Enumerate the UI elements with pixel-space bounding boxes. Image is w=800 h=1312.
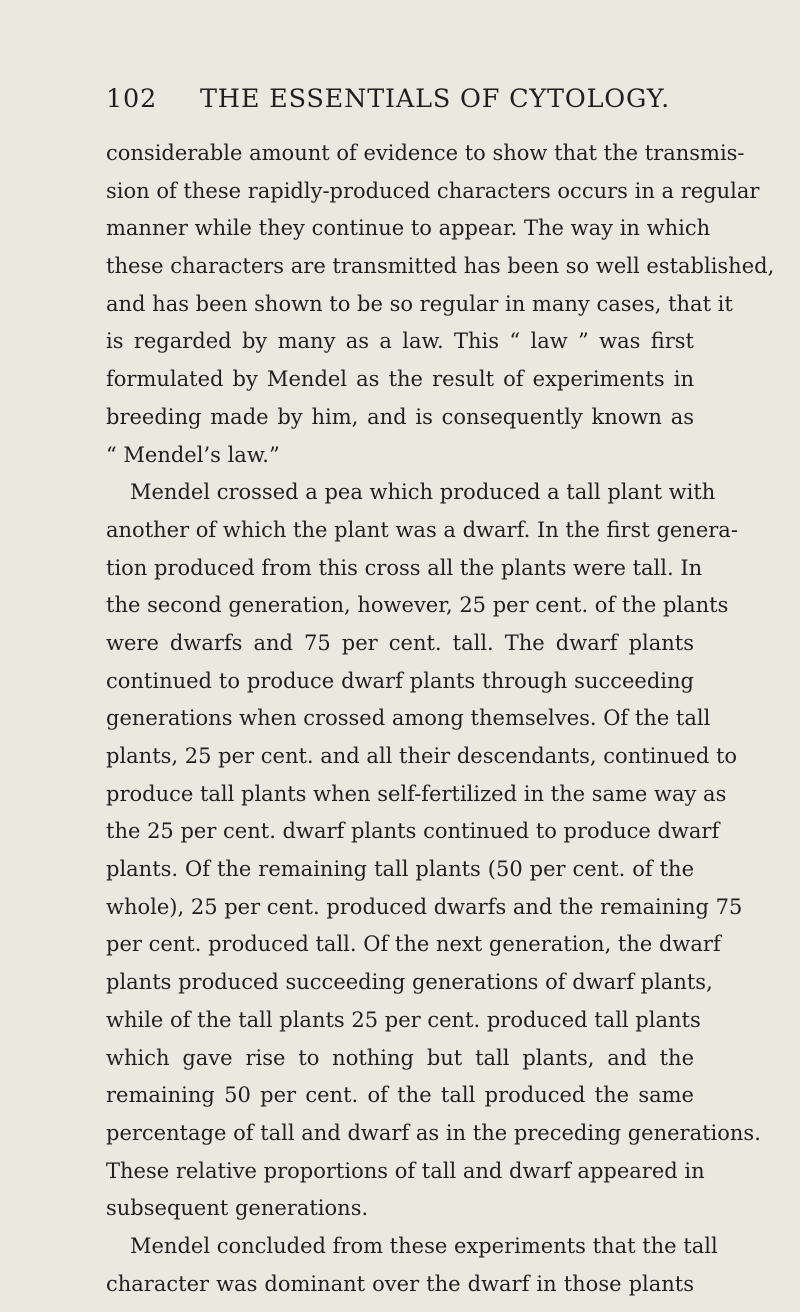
text-line: considerable amount of evidence to show that the transmis- [106, 141, 745, 165]
text-line: Mendel crossed a pea which produced a tall plant with [130, 480, 716, 505]
page-header [106, 84, 694, 124]
text-line: Mendel concluded from these experiments that the tall [130, 1233, 718, 1258]
text-line: per cent. produced tall. Of the next generation, the dwarf [106, 932, 721, 957]
text-line: character was dominant over the dwarf in those plants [106, 1271, 694, 1296]
text-line: plants produced succeeding generations of dwarf plants, [106, 970, 713, 995]
text-line: tion produced from this cross all the plants were tall. In [106, 555, 703, 580]
text-line: percentage of tall and dwarf as in the preceding generations. [106, 1120, 761, 1145]
text-line: continued to produce dwarf plants through succeeding [106, 668, 694, 693]
page-number: 102 [106, 84, 158, 114]
text-line: were dwarfs and 75 per cent. tall. The dwarf plants [106, 630, 694, 655]
text-line: subsequent generations. [106, 1196, 369, 1221]
text-line: generations when crossed among themselves. Of the tall [106, 706, 711, 731]
text-line: whole), 25 per cent. produced dwarfs and the remaining 75 [106, 894, 743, 919]
text-line: sion of these rapidly-produced characters occurs in a regular [106, 178, 760, 203]
text-line: “ Mendel’s law.” [106, 442, 280, 467]
text-line: plants. Of the remaining tall plants (50 per cent. of the [106, 857, 694, 882]
text-line: the second generation, however, 25 per cent. of the plants [106, 593, 729, 618]
text-line: the 25 per cent. dwarf plants continued to produce dwarf [106, 819, 720, 844]
body-text [106, 135, 775, 1303]
text-line: plants, 25 per cent. and all their descendants, continued to [106, 744, 738, 768]
text-line: breeding made by him, and is consequently known as [106, 404, 694, 429]
text-line: which gave rise to nothing but tall plants, and the [106, 1045, 694, 1070]
text-line: while of the tall plants 25 per cent. produced tall plants [106, 1007, 701, 1032]
text-line: remaining 50 per cent. of the tall produced the same [106, 1083, 694, 1108]
text-line: another of which the plant was a dwarf. In the first genera- [106, 517, 738, 542]
text-line: manner while they continue to appear. The way in which [106, 216, 711, 241]
text-line: and has been shown to be so regular in many cases, that it [106, 291, 733, 316]
running-title: THE ESSENTIALS OF CYTOLOGY. [200, 84, 670, 114]
text-line: produce tall plants when self-fertilized in the same way as [106, 781, 727, 806]
text-line: formulated by Mendel as the result of experiments in [106, 367, 694, 392]
text-line: these characters are transmitted has been so well established, [106, 254, 775, 279]
text-line: These relative proportions of tall and dwarf appeared in [106, 1158, 705, 1183]
text-line: is regarded by many as a law. This “ law ” was first [106, 329, 694, 354]
